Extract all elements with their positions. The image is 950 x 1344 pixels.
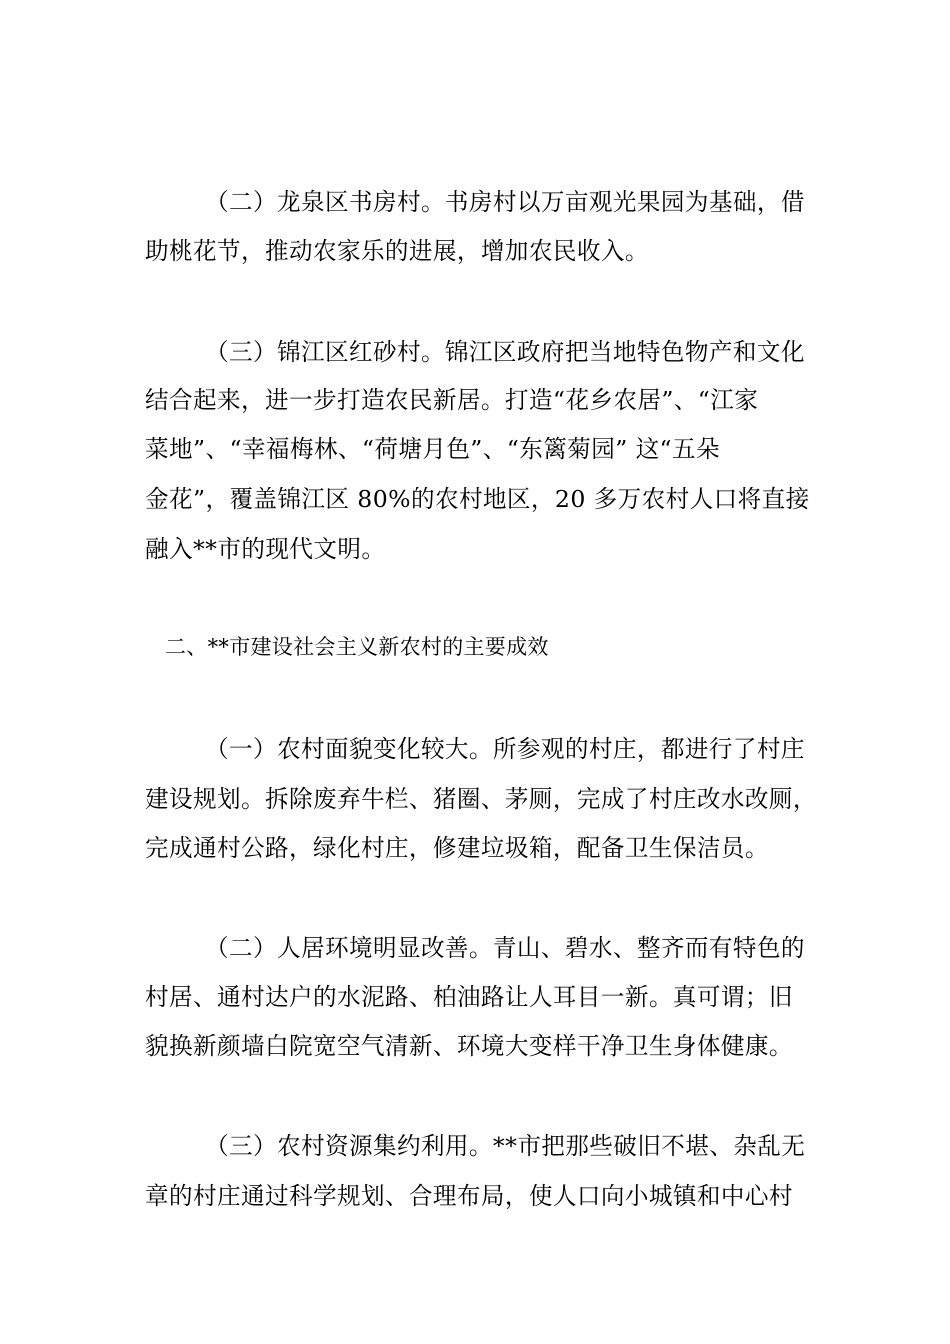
paragraph-line-5-2: 章的村庄通过科学规划、合理布局，使人口向小城镇和中心村 (145, 1182, 793, 1210)
paragraph-line-2-2: 结合起来，进一步打造农民新居。打造“花乡农居”、“江家 (145, 386, 759, 414)
paragraph-line-1-2: 助桃花节，推动农家乐的进展，增加农民收入。 (145, 237, 649, 265)
paragraph-line-3-2: 建设规划。拆除废弃牛栏、猪圈、茅厕，完成了村庄改水改厕， (145, 785, 817, 813)
paragraph-line-1-1: （二）龙泉区书房村。书房村以万亩观光果园为基础，借 (205, 188, 805, 216)
paragraph-line-2-1: （三）锦江区红砂村。锦江区政府把当地特色物产和文化 (205, 338, 805, 366)
section-heading: 二、**市建设社会主义新农村的主要成效 (165, 635, 549, 659)
paragraph-line-4-3: 貌换新颜墙白院宽空气清新、环境大变样干净卫生身体健康。 (145, 1032, 793, 1060)
paragraph-line-2-3: 菜地”、“幸福梅林、“荷塘月色”、“东篱菊园” 这“五朵 (145, 435, 721, 463)
paragraph-line-2-4: 金花”，覆盖锦江区 80%的农村地区，20 多万农村人口将直接 (145, 485, 810, 513)
paragraph-line-5-1: （三）农村资源集约利用。**市把那些破旧不堪、杂乱无 (205, 1132, 806, 1160)
paragraph-line-4-1: （二）人居环境明显改善。青山、碧水、整齐而有特色的 (205, 934, 805, 962)
paragraph-line-2-5: 融入**市的现代文明。 (145, 535, 386, 563)
paragraph-line-3-1: （一）农村面貌变化较大。所参观的村庄，都进行了村庄 (205, 735, 805, 763)
paragraph-line-4-2: 村居、通村达户的水泥路、柏油路让人耳目一新。真可谓；旧 (145, 983, 793, 1011)
paragraph-line-3-3: 完成通村公路，绿化村庄，修建垃圾箱，配备卫生保洁员。 (145, 834, 769, 862)
